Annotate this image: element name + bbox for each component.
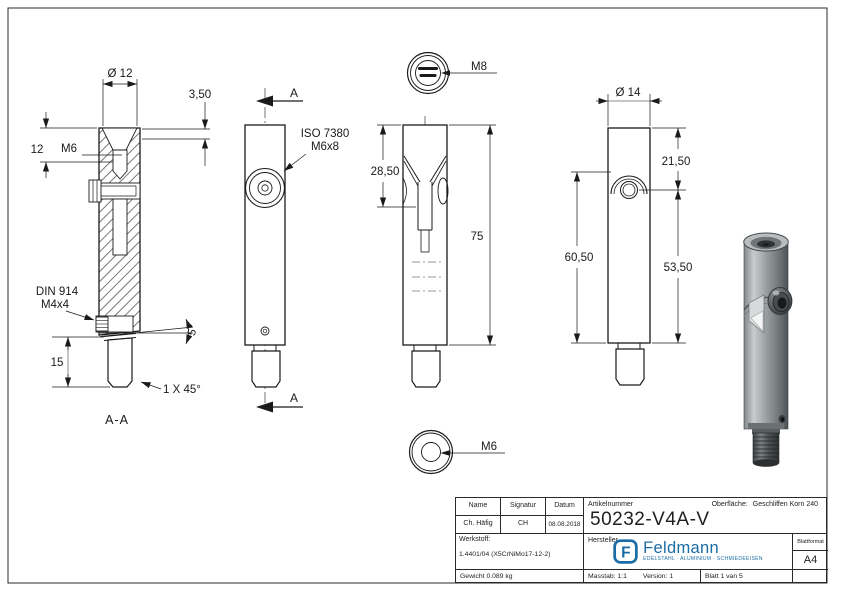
material-value: 1.4401/04 (X5CrNiMo17-12-2) — [459, 551, 551, 559]
logo-name: Feldmann — [643, 538, 719, 557]
version-label: Version: 1 — [642, 572, 674, 580]
note-din914-size: M4x4 — [40, 299, 70, 311]
surface-value: Geschliffen Korn 240 — [752, 501, 818, 508]
note-din914: DIN 914 — [35, 286, 79, 298]
feldmann-logo — [584, 539, 792, 564]
article-label: Artikelnummer — [588, 501, 634, 508]
front-view — [245, 86, 349, 413]
dim-2150: 21,50 — [661, 156, 691, 168]
signature-value-cell: CH — [501, 516, 546, 534]
name-label-cell: Name — [456, 498, 501, 516]
dim-75: 75 — [470, 231, 484, 243]
scale-label: Masstab: 1:1 — [588, 572, 627, 580]
label-m6-thread: M6 — [61, 143, 77, 155]
dim-15: 15 — [50, 357, 64, 369]
dim-2850: 28,50 — [370, 166, 400, 178]
scale-cell — [584, 570, 701, 583]
part-3d-render — [744, 233, 792, 467]
format-value-cell: A4 — [793, 551, 828, 570]
feldmann-logo-icon — [613, 539, 638, 564]
dim-dia12: Ø 12 — [107, 68, 133, 80]
material-label: Werkstoff: — [459, 536, 491, 543]
manufacturer-label: Hersteller — [588, 537, 618, 544]
dim-350: 3,50 — [188, 89, 212, 101]
note-iso7380-size: M6x8 — [310, 141, 340, 153]
feldmann-logo-text — [643, 540, 763, 563]
side-view — [371, 116, 496, 387]
note-chamfer: 1 X 45° — [163, 384, 201, 396]
empty-cell — [793, 570, 828, 583]
manufacturer-cell — [584, 534, 793, 570]
section-view — [31, 68, 212, 427]
format-label-cell: Blattformat — [793, 534, 828, 551]
surface-label: Oberfläche: — [711, 501, 748, 508]
title-block — [455, 497, 827, 583]
dim-angle5: 5° — [185, 323, 201, 338]
dim-12: 12 — [30, 144, 44, 156]
dim-6050: 60,50 — [564, 252, 594, 264]
section-label: A-A — [105, 413, 129, 427]
date-label-cell: Datum — [546, 498, 584, 516]
article-cell — [584, 498, 826, 534]
bottom-view — [410, 431, 506, 474]
date-value-cell: 08.08.2018 — [546, 516, 584, 534]
cut-label-top: A — [289, 86, 299, 100]
top-view — [408, 53, 498, 94]
weight-cell: Gewicht 0.089 kg — [456, 570, 584, 583]
sheet-cell: Blatt 1 van 5 — [701, 570, 793, 583]
note-iso7380: ISO 7380 — [300, 128, 350, 140]
name-value-cell: Ch. Häfig — [456, 516, 501, 534]
label-m6-bottom: M6 — [481, 441, 497, 453]
surface-note — [712, 501, 818, 509]
signature-label-cell: Signatur — [501, 498, 546, 516]
dim-5350: 53,50 — [663, 262, 693, 274]
article-number: 50232-V4A-V — [590, 509, 710, 530]
cut-label-bottom: A — [289, 391, 299, 405]
logo-tagline: EDELSTAHL · ALUMINIUM · SCHMIEDEEISEN — [643, 556, 763, 563]
right-view — [565, 87, 693, 385]
dim-dia14: Ø 14 — [615, 87, 641, 99]
feldmann-logo-mark: F — [621, 544, 631, 562]
material-cell — [456, 534, 584, 570]
label-m8-thread: M8 — [471, 61, 487, 73]
